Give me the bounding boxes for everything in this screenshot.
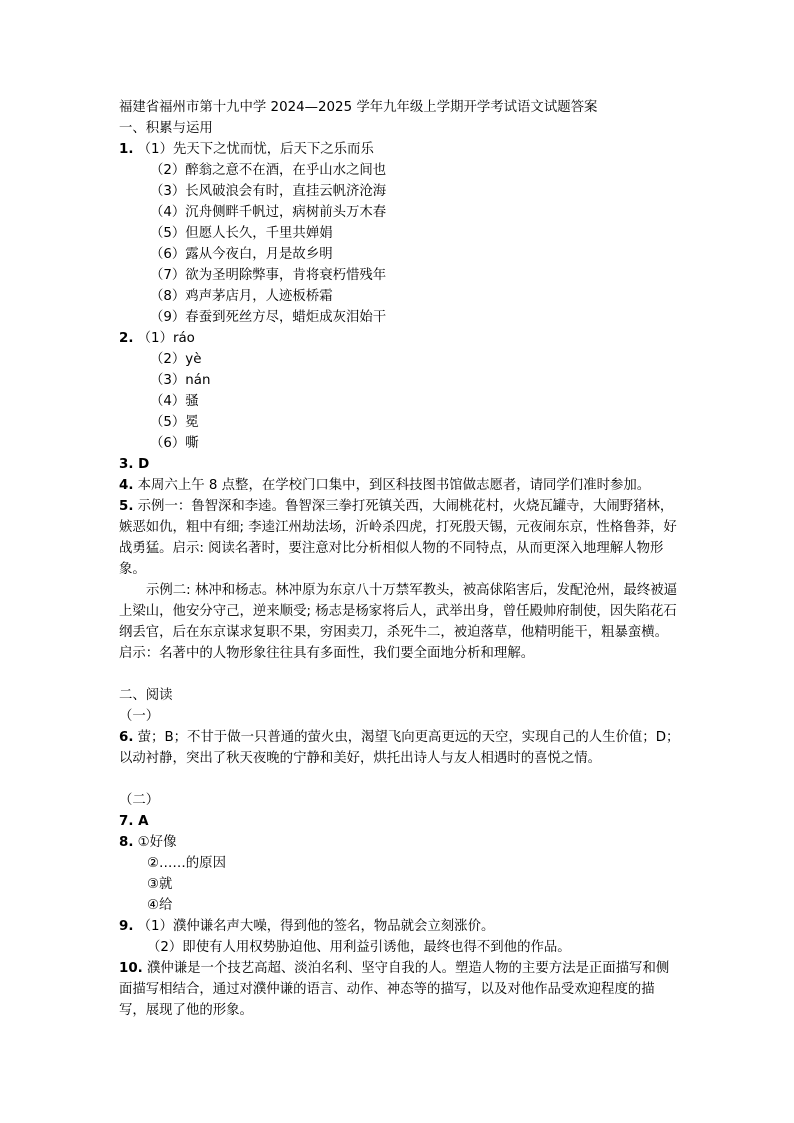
reading-part-two-label: （二） [119,793,160,808]
document-title: 福建省福州市第十九中学 2024—2025 学年九年级上学期开学考试语文试题答案 [119,100,598,115]
q4-answer: 本周六上午 8 点整，在学校门口集中，到区科技图书馆做志愿者，请同学们准时参加。 [137,478,651,493]
q2-answer-6: （6）嘶 [150,436,199,451]
q8-line-1 [119,832,176,853]
q5-example-one-text: 示例一：鲁智深和李逵。鲁智深三拳打死镇关西，大闹桃花村，火烧瓦罐寺，大闹野猪林，嫉恶如仇，粗中有细; 李逵江州劫法场，沂岭杀四虎，打死殷天锡，元夜闹东京，性格鲁莽，好战勇猛。启示: 阅读名著时，要注意对比分析相似人物的不同特点，从而更深入地理解人物形象。 [119,499,677,577]
q8-answer-3: ③就 [147,877,173,892]
q2-answer-4: （4）骚 [150,394,199,409]
q10-answer [119,958,681,1021]
q2-answer-5: （5）冕 [150,415,199,430]
q1-answer-6: （6）露从今夜白，月是故乡明 [150,247,333,262]
section-one-heading: 一、积累与运用 [119,121,213,136]
q2-line-1 [119,328,195,349]
q2-number: 2. [119,331,134,346]
q9-answer-2: （2）即使有人用权势胁迫他、用利益引诱他，最终也得不到他的作品。 [147,940,571,955]
q5-example-one [119,496,681,580]
q5-number: 5. [119,499,134,514]
q8-answer-2: ②……的原因 [147,856,226,871]
reading-part-one-label: （一） [119,709,160,724]
q6-answer [119,727,681,769]
q10-number: 10. [119,961,143,976]
q2-answer-1: （1）ráo [137,331,195,346]
q1-answer-7: （7）欲为圣明除弊事，肯将衰朽惜残年 [150,268,387,283]
q1-number: 1. [119,142,134,157]
q6-answer-text: 萤；B；不甘于做一只普通的萤火虫，渴望飞向更高更远的天空，实现自己的人生价值；D；以动衬静，突出了秋天夜晚的宁静和美好，烘托出诗人与友人相遇时的喜悦之情。 [119,730,680,766]
q8-answer-1: ①好像 [137,835,177,850]
q4-number: 4. [119,478,134,493]
q4-line [119,475,650,496]
q3-answer: 3. D [119,457,150,472]
section-two-heading: 二、阅读 [119,688,173,703]
q9-line-1 [119,916,494,937]
q7-answer: 7. A [119,814,149,829]
q10-answer-text: 濮仲谦是一个技艺高超、淡泊名利、坚守自我的人。塑造人物的主要方法是正面描写和侧面描写相结合，通过对濮仲谦的语言、动作、神态等的描写，以及对他作品受欢迎程度的描写，展现了他的形象。 [119,961,670,1018]
q8-answer-4: ④给 [147,898,173,913]
q1-answer-5: （5）但愿人长久，千里共婵娟 [150,226,333,241]
q9-number: 9. [119,919,134,934]
q1-answer-9: （9）春蚕到死丝方尽，蜡炬成灰泪始干 [150,310,387,325]
q1-answer-3: （3）长风破浪会有时，直挂云帆济沧海 [150,184,387,199]
q2-answer-3: （3）nán [150,373,211,388]
q1-answer-2: （2）醉翁之意不在酒，在乎山水之间也 [150,163,387,178]
q1-answer-4: （4）沉舟侧畔千帆过，病树前头万木春 [150,205,387,220]
q6-number: 6. [119,730,134,745]
q5-example-two: 示例二: 林冲和杨志。林冲原为东京八十万禁军教头，被高俅陷害后，发配沧州，最终被逼上梁山，他安分守己，逆来顺受; 杨志是杨家将后人，武举出身，曾任殿帅府制使，因失陷花石纲丢官，后在东京谋求复职不果，穷困卖刀，杀死牛二，被迫落草，他精明能干，粗暴蛮横。启示：名著中的人物形象往往具有多面性，我们要全面地分析和理解。 [119,583,677,661]
q9-answer-1: （1）濮仲谦名声大噪，得到他的签名，物品就会立刻涨价。 [137,919,495,934]
q1-answer-1: （1）先天下之忧而忧，后天下之乐而乐 [137,142,374,157]
q1-line-1 [119,139,374,160]
q2-answer-2: （2）yè [150,352,202,367]
q1-answer-8: （8）鸡声茅店月，人迹板桥霜 [150,289,333,304]
q8-number: 8. [119,835,134,850]
